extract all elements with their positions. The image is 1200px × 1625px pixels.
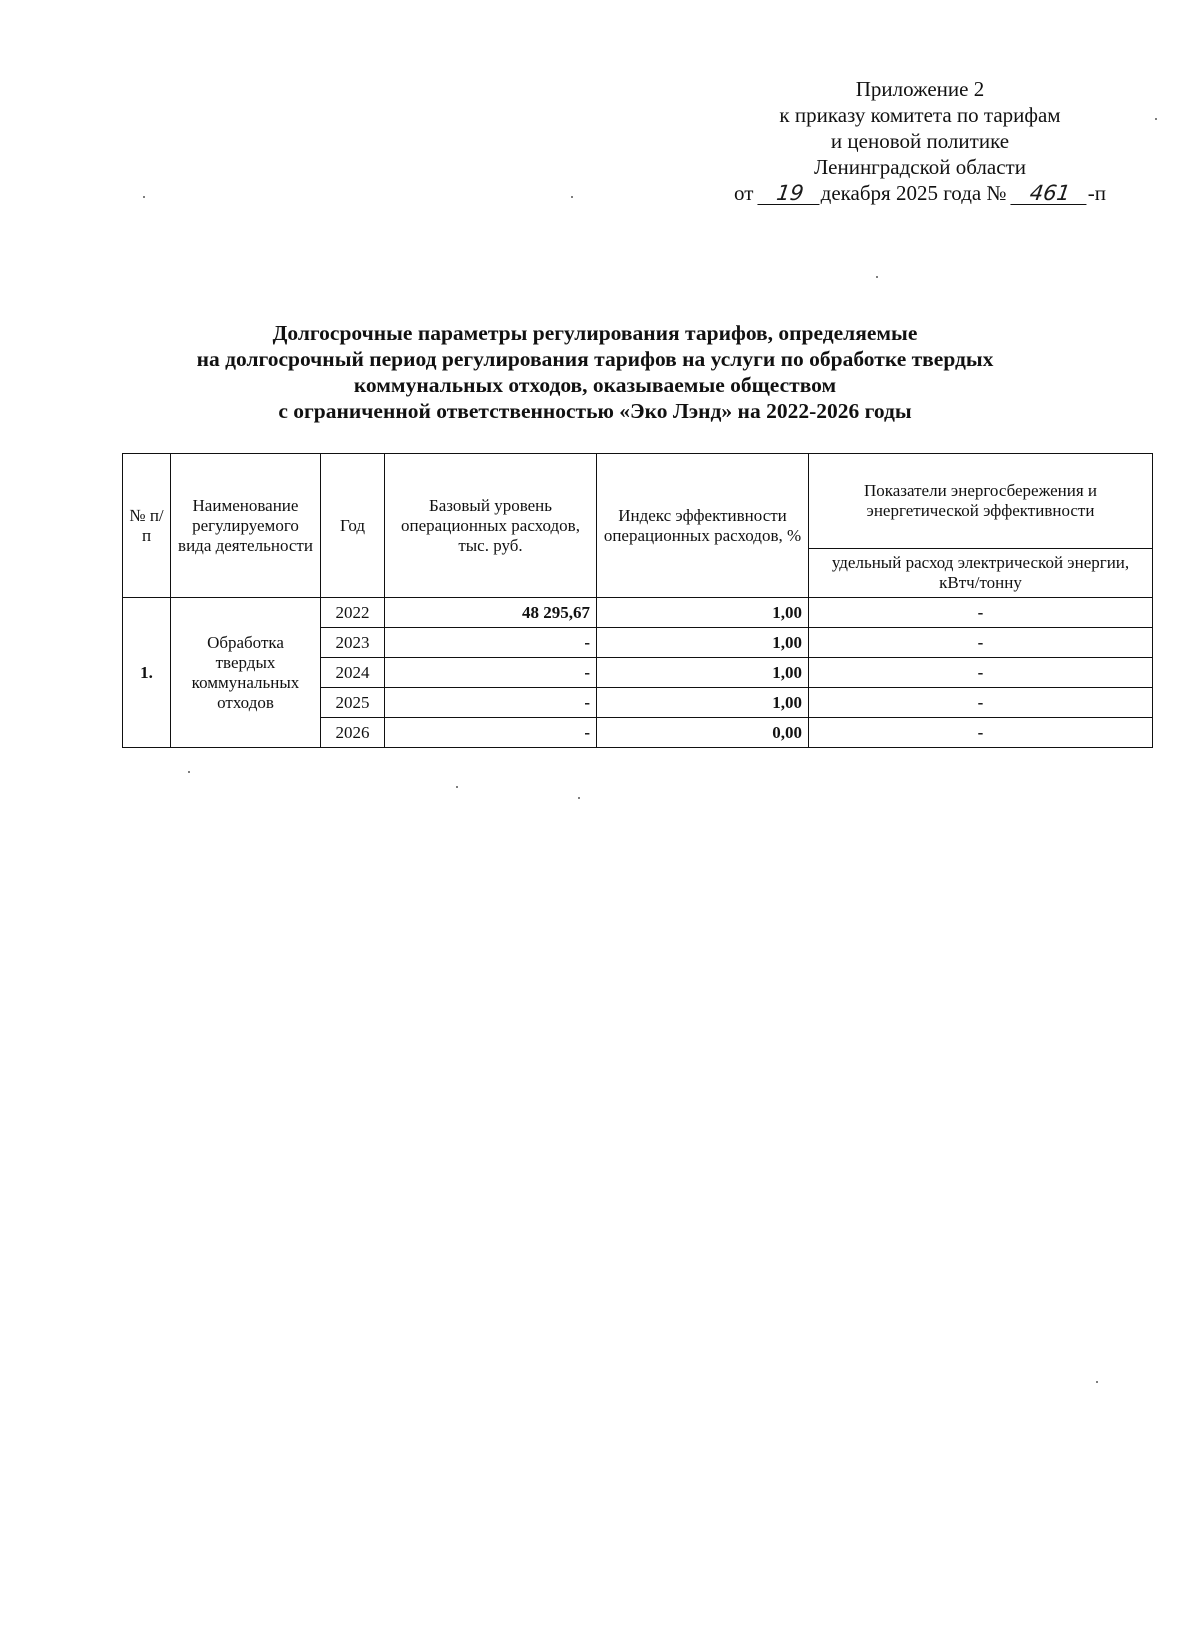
order-number-suffix: -п (1087, 181, 1106, 205)
header-base-level: Базовый уровень операционных расходов, тыс. руб. (385, 454, 597, 598)
cell-base: - (385, 688, 597, 718)
cell-index: 1,00 (597, 658, 809, 688)
scan-speckle (143, 196, 145, 198)
scan-speckle (571, 196, 573, 198)
header-activity: Наименование регулируемого вида деятельности (171, 454, 321, 598)
handwritten-day: 19 (757, 182, 822, 205)
cell-energy: - (809, 718, 1153, 748)
scan-speckle (578, 797, 580, 799)
title-line-1: Долгосрочные параметры регулирования тарифов, определяемые (272, 321, 918, 345)
cell-base: - (385, 718, 597, 748)
header-year: Год (321, 454, 385, 598)
title-line-3: коммунальных отходов, оказываемые обществом (353, 373, 837, 397)
table-header-row (123, 454, 1153, 549)
scan-speckle (876, 276, 878, 278)
cell-index: 1,00 (597, 598, 809, 628)
cell-index: 1,00 (597, 688, 809, 718)
date-middle: декабря 2025 года № (820, 181, 1007, 205)
header-num: № п/п (123, 454, 171, 598)
cell-year: 2024 (321, 658, 385, 688)
cell-base: 48 295,67 (385, 598, 597, 628)
scan-speckle (188, 771, 190, 773)
document-title (150, 320, 1040, 424)
row-activity: Обработка твердых коммунальных отходов (171, 598, 321, 748)
appendix-order-ref: к приказу комитета по тарифам (779, 103, 1061, 127)
table-row (123, 598, 1153, 628)
cell-base: - (385, 658, 597, 688)
scan-speckle (456, 786, 458, 788)
date-prefix: от (734, 181, 754, 205)
cell-year: 2023 (321, 628, 385, 658)
appendix-label: Приложение 2 (855, 77, 985, 101)
handwritten-order-number: 461 (1010, 182, 1089, 205)
header-energy-sub: удельный расход электрической энергии, кВтч/тонну (809, 549, 1153, 598)
cell-energy: - (809, 628, 1153, 658)
title-line-4: с ограниченной ответственностью «Эко Лэнд» на 2022-2026 годы (278, 399, 912, 423)
tariff-parameters-table (122, 453, 1153, 748)
cell-index: 1,00 (597, 628, 809, 658)
cell-year: 2025 (321, 688, 385, 718)
cell-year: 2022 (321, 598, 385, 628)
title-line-2: на долгосрочный период регулирования тарифов на услуги по обработке твердых (196, 347, 994, 371)
cell-base: - (385, 628, 597, 658)
scan-speckle (1155, 118, 1157, 120)
header-energy-group: Показатели энергосбережения и энергетической эффективности (809, 454, 1153, 549)
cell-energy: - (809, 658, 1153, 688)
scan-speckle (1096, 1381, 1098, 1383)
appendix-header (700, 76, 1140, 206)
cell-energy: - (809, 598, 1153, 628)
appendix-committee: и ценовой политике (830, 129, 1010, 153)
cell-energy: - (809, 688, 1153, 718)
header-efficiency-index: Индекс эффективности операционных расходов, % (597, 454, 809, 598)
cell-index: 0,00 (597, 718, 809, 748)
row-number: 1. (123, 598, 171, 748)
cell-year: 2026 (321, 718, 385, 748)
order-date-line (700, 180, 1140, 206)
appendix-region: Ленинградской области (814, 155, 1026, 179)
